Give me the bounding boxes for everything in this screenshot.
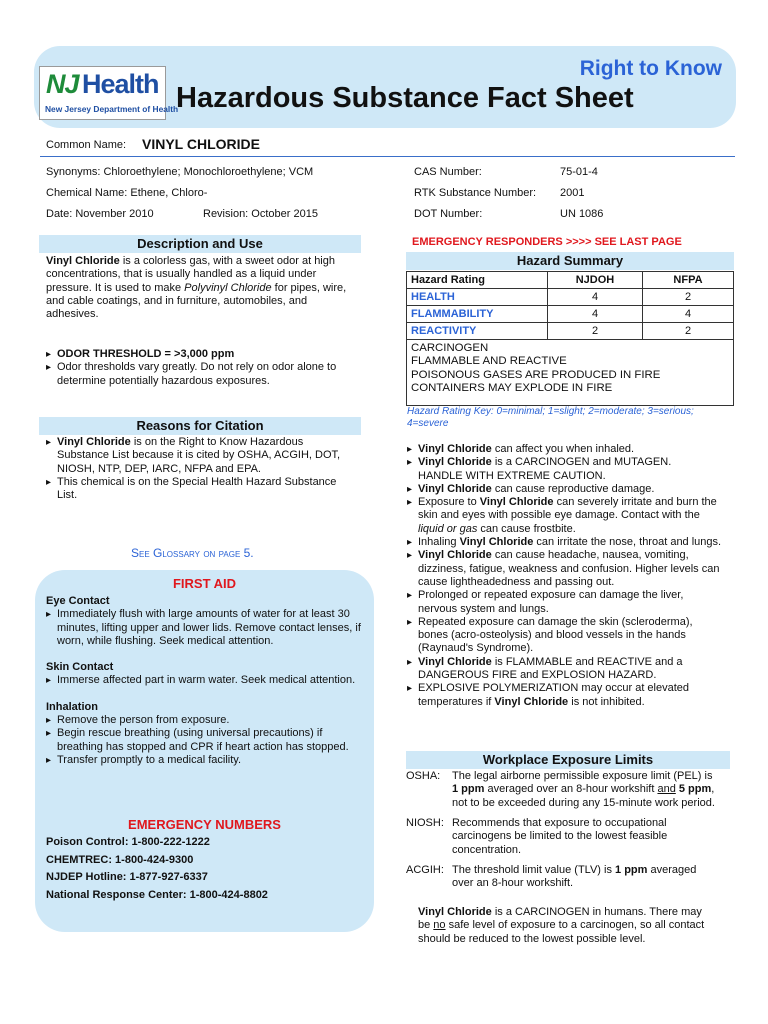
list-item: ▸ Transfer promptly to a medical facility. (46, 754, 364, 767)
osha-label: OSHA: (406, 770, 441, 782)
niosh-label: NIOSH: (406, 817, 444, 829)
list-item: ▸ Vinyl Chloride is a CARCINOGEN and MUTAGEN. HANDLE WITH EXTREME CAUTION. (407, 456, 723, 483)
poison-control: Poison Control: 1-800-222-1222 (46, 836, 210, 848)
njdep-hotline: NJDEP Hotline: 1-877-927-6337 (46, 871, 208, 883)
list-item: ▸ Repeated exposure can damage the skin (scleroderma), bones (acro-osteolysis) and blood vessels in the hands (Raynaud's Syndrome). (407, 616, 723, 656)
list-item: ▸ Vinyl Chloride can cause headache, nausea, vomiting, dizziness, fatigue, weakness and confusion. Higher levels can cause lightheadedness and passing out. (407, 549, 723, 589)
emergency-numbers (46, 834, 268, 904)
col-nfpa: NFPA (643, 272, 734, 289)
page-title: Hazardous Substance Fact Sheet (176, 82, 634, 114)
chemical-name: Chemical Name: Ethene, Chloro- (46, 187, 208, 199)
list-item: ▸ Vinyl Chloride is on the Right to Know Hazardous Substance List because it is cited by OSHA, ACGIH, DOT, NIOSH, NTP, DEP, IARC, NFPA and EPA. (46, 436, 352, 476)
table-row: REACTIVITY 2 2 (407, 323, 734, 340)
chemtrec: CHEMTREC: 1-800-424-9300 (46, 853, 194, 866)
citation-list (46, 436, 352, 502)
common-name-label: Common Name: (46, 139, 127, 151)
synonyms: Synonyms: Chloroethylene; Monochloroethylene; VCM (46, 166, 314, 178)
cas-value: 75-01-4 (560, 166, 598, 178)
list-item: ▸ Odor thresholds vary greatly. Do not rely on odor alone to determine potentially hazardous exposures. (46, 361, 362, 388)
inhalation-title: Inhalation (46, 700, 98, 713)
first-aid-content (46, 595, 364, 767)
list-item: ▸ Vinyl Chloride is FLAMMABLE and REACTIVE and a DANGEROUS FIRE and EXPLOSION HAZARD. (407, 656, 723, 683)
odor-list (46, 348, 362, 388)
table-row: HEALTH 4 2 (407, 289, 734, 306)
health-effects-list (407, 443, 723, 709)
list-item: ▸ Immerse affected part in warm water. Seek medical attention. (46, 674, 364, 687)
right-to-know-label: Right to Know (579, 57, 722, 80)
carcinogen-note: Vinyl Chloride is a CARCINOGEN in humans. There may be no safe level of exposure to a carcinogen, so all contact should be reduced to the lowest possible level. (418, 906, 705, 945)
col-hazard-rating: Hazard Rating (407, 272, 548, 289)
wel-heading: Workplace Exposure Limits (406, 751, 730, 769)
nj-health-logo (39, 66, 179, 120)
first-aid-heading: FIRST AID (172, 576, 237, 591)
list-item: ▸ Vinyl Chloride can cause reproductive damage. (407, 483, 723, 496)
description-substance: Vinyl Chloride (46, 255, 120, 267)
common-name-value: VINYL CHLORIDE (142, 136, 260, 152)
description-text: Vinyl Chloride is a colorless gas, with a sweet odor at high concentrations, that is usually handled as a liquid under pressure. It is used to make Polyvinyl Chloride for pipes, wire, and cable coatings, and in furniture, automobiles, and adhesives. (46, 255, 347, 321)
list-item: ▸ ODOR THRESHOLD = >3,000 ppm (46, 348, 362, 361)
list-item: ▸ Remove the person from exposure. (46, 714, 364, 727)
header-divider (40, 156, 735, 157)
niosh-limit: Recommends that exposure to occupational carcinogens be limited to the lowest feasible concentration. (452, 817, 668, 856)
glossary-link[interactable]: See Glossary on page 5. (131, 546, 254, 560)
dot-value: UN 1086 (560, 208, 604, 220)
list-item: ▸ Immediately flush with large amounts of water for at least 30 minutes, lifting upper and lower lids. Remove contact lenses, if worn, while flushing. Seek medical attention. (46, 608, 364, 648)
acgih-limit: The threshold limit value (TLV) is 1 ppm averaged over an 8-hour workshift. (452, 864, 697, 890)
hazard-summary-heading: Hazard Summary (406, 252, 734, 270)
logo-nj-text: NJ (46, 69, 79, 99)
cas-label: CAS Number: (414, 166, 482, 178)
list-item: ▸ Inhaling Vinyl Chloride can irritate the nose, throat and lungs. (407, 536, 723, 549)
osha-limit: The legal airborne permissible exposure limit (PEL) is 1 ppm averaged over an 8-hour workshift and 5 ppm, not to be exceeded during any 15-minute work period. (452, 770, 715, 809)
acgih-label: ACGIH: (406, 864, 444, 876)
list-item: ▸ This chemical is on the Special Health Hazard Substance List. (46, 476, 352, 503)
logo-subtitle: New Jersey Department of Health (45, 104, 179, 114)
table-header-row (407, 272, 734, 289)
emergency-numbers-heading: EMERGENCY NUMBERS (128, 817, 281, 832)
col-njdoh: NJDOH (548, 272, 643, 289)
emergency-responders-note: EMERGENCY RESPONDERS >>>> SEE LAST PAGE (412, 236, 682, 248)
logo-health-text: Health (82, 69, 159, 99)
citation-heading: Reasons for Citation (39, 417, 361, 435)
table-row: FLAMMABILITY 4 4 (407, 306, 734, 323)
list-item: ▸ EXPLOSIVE POLYMERIZATION may occur at elevated temperatures if Vinyl Chloride is not inhibited. (407, 682, 723, 709)
list-item: ▸ Begin rescue breathing (using universal precautions) if breathing has stopped and CPR if heart action has stopped. (46, 727, 364, 754)
revision: Revision: October 2015 (203, 208, 318, 220)
rtk-label: RTK Substance Number: (414, 187, 537, 199)
list-item: ▸ Prolonged or repeated exposure can damage the liver, nervous system and lungs. (407, 589, 723, 616)
hazard-rating-key: Hazard Rating Key: 0=minimal; 1=slight; 2=moderate; 3=serious; 4=severe (407, 406, 694, 429)
hazard-notes-row: CARCINOGEN FLAMMABLE AND REACTIVE POISONOUS GASES ARE PRODUCED IN FIRE CONTAINERS MAY EXPLODE IN FIRE (407, 340, 734, 406)
list-item: ▸ Vinyl Chloride can affect you when inhaled. (407, 443, 723, 456)
hazard-table (406, 271, 734, 406)
rtk-value: 2001 (560, 187, 585, 199)
national-response-center: National Response Center: 1-800-424-8802 (46, 888, 268, 901)
description-heading: Description and Use (39, 235, 361, 253)
dot-label: DOT Number: (414, 208, 483, 220)
eye-contact-title: Eye Contact (46, 595, 110, 607)
date: Date: November 2010 (46, 208, 154, 220)
list-item: ▸ Exposure to Vinyl Chloride can severely irritate and burn the skin and eyes with possible eye damage. Contact with the liquid or gas can cause frostbite. (407, 496, 723, 536)
skin-contact-title: Skin Contact (46, 661, 114, 674)
